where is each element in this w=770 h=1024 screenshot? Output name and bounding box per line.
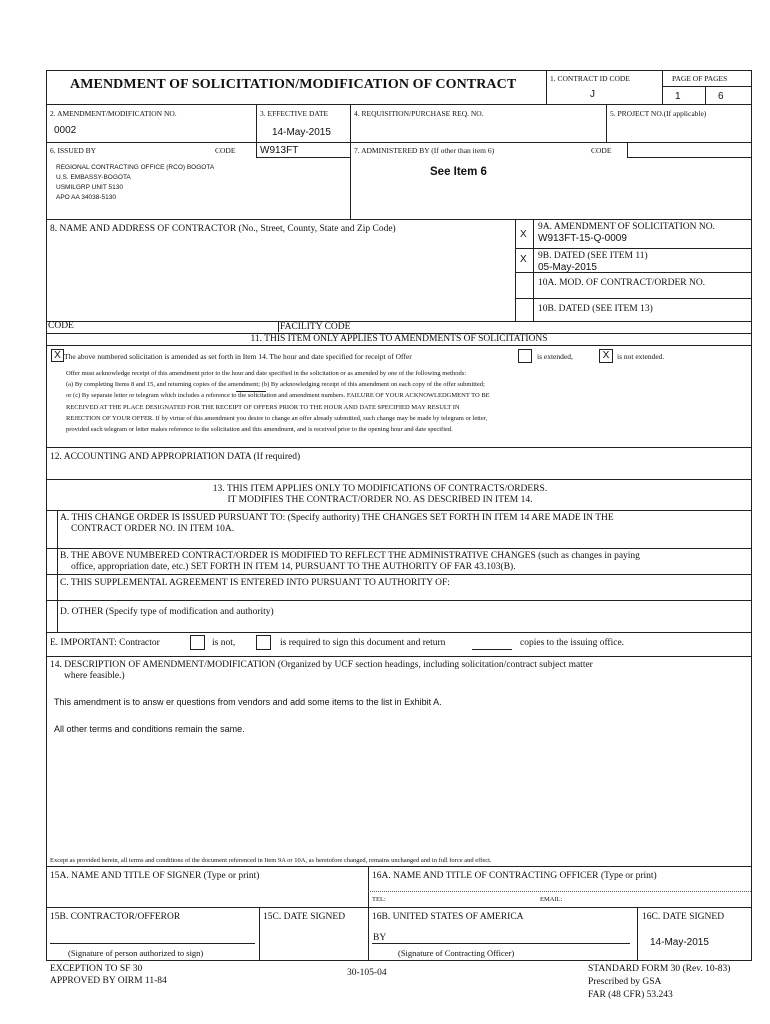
contracting-officer-signature-caption: (Signature of Contracting Officer) [398,948,515,958]
instruction-line: (a) By completing Items 8 and 15, and returning copies of the amendment; (b) By acknowledging receipt of this amendment on each copy of the offer submitted; [66,381,485,389]
item13-d[interactable]: D. OTHER (Specify type of modification and authority) [60,607,274,617]
item16c-value[interactable]: 14-May-2015 [650,937,709,948]
divider [46,907,752,908]
item15b-label: 15B. CONTRACTOR/OFFEROR [50,912,181,922]
form-title: AMENDMENT OF SOLICITATION/MODIFICATION OF CONTRACT [70,77,517,92]
instruction-line: RECEIVED AT THE PLACE DESIGNATED FOR THE RECEIPT OF OFFERS PRIOR TO THE HOUR AND DATE SPECIFIED MAY RESULT IN [66,403,460,411]
is-not-label: is not, [212,638,236,648]
item9b-x-mark: X [520,254,527,265]
contracting-officer-signature-line[interactable] [372,943,630,944]
footer-standard-form: STANDARD FORM 30 (Rev. 10-83) [588,964,731,974]
issued-by-code-label: CODE [215,146,236,155]
item11-line1: The above numbered solicitation is amended as set forth in Item 14. The hour and date specified for receipt of Offer [64,352,412,361]
administered-by-label: 7. ADMINISTERED BY (If other than item 6) [354,146,495,155]
item14-body-line2: All other terms and conditions remain the same. [54,724,245,734]
item9b-label: 9B. DATED (SEE ITEM 11) [538,251,648,261]
divider [278,321,279,332]
footer-exception: EXCEPTION TO SF 30 [50,964,143,974]
address-line: APO AA 34038-5130 [56,194,116,201]
important-label: E. IMPORTANT: Contractor [50,638,160,648]
item16c-label: 16C. DATE SIGNED [642,912,725,922]
requisition-label: 4. REQUISITION/PURCHASE REQ. NO. [354,109,484,118]
item13-b-line2: office, appropriation date, etc.) SET FORTH IN ITEM 14, PURSUANT TO THE AUTHORITY OF FAR 43.103(B). [71,562,516,572]
contract-id-code-label: 1. CONTRACT ID CODE [550,74,630,83]
contractor-signature-line[interactable] [50,943,255,944]
administered-by-value: See Item 6 [430,166,487,178]
item12-label: 12. ACCOUNTING AND APPROPRIATION DATA (If required) [50,452,301,462]
divider [368,891,751,892]
divider [606,104,607,142]
instruction-line: or (c) By separate letter or telegram which includes a reference to the solicitation and amendment numbers. FAILURE OF YOUR ACKNOWLEDGMENT TO BE [66,392,490,400]
item13-b[interactable] [60,551,640,573]
divider [46,345,752,346]
divider [350,142,351,219]
divider [46,142,752,143]
divider [256,142,257,157]
item10b-label: 10B. DATED (SEE ITEM 13) [538,304,653,314]
divider [46,479,752,480]
divider [46,866,752,867]
item15c-label: 15C. DATE SIGNED [263,912,346,922]
item14-body-line1: This amendment is to answ er questions from vendors and add some items to the list in Exhibit A. [54,697,442,707]
divider [662,70,663,104]
divider [546,70,547,104]
divider [259,907,260,961]
footer-prescribed: Prescribed by GSA [588,977,662,987]
divider [705,86,706,104]
is-extended-checkbox[interactable] [518,349,532,363]
contractor-code-label: CODE [48,321,74,331]
copies-blank[interactable] [236,391,266,392]
item14-label [50,660,593,682]
header-bottom-border [46,104,752,105]
issued-by-address [56,163,214,203]
item13-heading [0,484,760,506]
item14-label-line1: 14. DESCRIPTION OF AMENDMENT/MODIFICATION (Organized by UCF section headings, including solicitation/contract subject matter [50,660,593,670]
divider [46,321,752,322]
is-required-label: is required to sign this document and return [280,638,446,648]
divider [637,907,638,961]
divider [515,298,751,299]
administered-code-label: CODE [591,146,612,155]
contractor-is-not-checkbox[interactable] [190,635,205,650]
item9b-value[interactable]: 05-May-2015 [538,262,597,273]
divider [46,600,752,601]
footer-approved: APPROVED BY OIRM 11-84 [50,976,167,986]
divider [46,548,752,549]
address-line: U.S. EMBASSY-BOGOTA [56,174,131,181]
item14-label-line2: where feasible.) [64,671,125,681]
divider [46,447,752,448]
form-right-border [751,70,752,961]
page-count: 6 [718,91,724,102]
divider [627,157,751,158]
item9a-value[interactable]: W913FT-15-Q-0009 [538,233,627,244]
item16b-label: 16B. UNITED STATES OF AMERICA [372,912,524,922]
divider [46,574,752,575]
is-not-extended-checkbox[interactable]: X [599,349,613,363]
item11-heading: 11. THIS ITEM ONLY APPLIES TO AMENDMENTS OF SOLICITATIONS [250,334,548,344]
divider [533,219,534,321]
amendment-no-label: 2. AMENDMENT/MODIFICATION NO. [50,109,177,118]
item9a-x-mark: X [520,229,527,240]
item10a-label: 10A. MOD. OF CONTRACT/ORDER NO. [538,278,706,288]
item15a-label: 15A. NAME AND TITLE OF SIGNER (Type or print) [50,871,260,881]
item13-c[interactable]: C. THIS SUPPLEMENTAL AGREEMENT IS ENTERED INTO PURSUANT TO AUTHORITY OF: [60,578,450,588]
divider [57,510,58,633]
item13-a-line2: CONTRACT ORDER NO. IN ITEM 10A. [71,524,235,534]
divider [46,632,752,633]
footer-far: FAR (48 CFR) 53.243 [588,990,673,1000]
contract-id-code-value: J [590,89,595,100]
address-line: REGIONAL CONTRACTING OFFICE (RCO) BOGOTA [56,164,215,171]
instruction-line: Offer must acknowledge receipt of this amendment prior to the hour and date specified in the solicitation or as amended by one of the following methods: [66,370,467,377]
tel-label: TEL: [372,896,386,903]
divider [350,104,351,142]
item14-footer: Except as provided herein, all terms and conditions of the document referenced in Item 9A or 10A, as heretofore changed, remains unchanged and in full force and effect. [50,857,492,864]
effective-date-label: 3. EFFECTIVE DATE [260,109,329,118]
form-left-border [46,70,47,961]
project-no-label: 5. PROJECT NO.(If applicable) [610,109,707,118]
instruction-line: REJECTION OF YOUR OFFER. If by virtue of this amendment you desire to change an offer already submitted, such change may be made by telegram or letter, [66,414,488,422]
divider [662,86,751,87]
divider [515,219,516,321]
item16a-label: 16A. NAME AND TITLE OF CONTRACTING OFFICER (Type or print) [372,871,657,881]
form-top-border [46,70,752,71]
copies-label: copies to the issuing office. [520,638,625,648]
contractor-is-required-checkbox[interactable] [256,635,271,650]
address-line: USMILGRP UNIT 5130 [56,184,123,191]
copies-count-blank[interactable] [472,649,512,650]
contractor-label: 8. NAME AND ADDRESS OF CONTRACTOR (No., Street, County, State and Zip Code) [50,224,396,234]
divider [627,142,628,157]
item13-b-line1: B. THE ABOVE NUMBERED CONTRACT/ORDER IS MODIFIED TO REFLECT THE ADMINISTRATIVE CHANGES (such as changes in paying [60,551,640,561]
instruction-line: provided each telegram or letter makes reference to the solicitation and this amendment, and is received prior to the opening hour and date specified. [66,426,453,434]
item13-heading-line2: IT MODIFIES THE CONTRACT/ORDER NO. AS DESCRIBED IN ITEM 14. [227,495,533,505]
email-label: EMAIL: [540,896,563,903]
item13-a-line1: A. THIS CHANGE ORDER IS ISSUED PURSUANT TO: (Specify authority) THE CHANGES SET FORTH IN ITEM 14 ARE MADE IN THE [60,513,614,523]
item9a-label: 9A. AMENDMENT OF SOLICITATION NO. [538,222,715,232]
facility-code-label: FACILITY CODE [280,322,351,332]
divider [46,510,752,511]
divider [256,157,351,158]
effective-date-value[interactable]: 14-May-2015 [272,127,331,138]
form-bottom-border [46,960,752,961]
divider [515,248,751,249]
by-label: BY [373,933,387,943]
amendment-no-value[interactable]: 0002 [54,125,77,136]
page-number: 1 [675,91,681,102]
item11-instructions [66,368,490,435]
contractor-signature-caption: (Signature of person authorized to sign) [68,948,204,958]
divider [46,656,752,657]
divider [368,866,369,961]
item11-amended-checkbox[interactable]: X [51,349,64,362]
is-extended-label: is extended, [537,352,573,361]
item13-heading-line1: 13. THIS ITEM APPLIES ONLY TO MODIFICATIONS OF CONTRACTS/ORDERS. [212,484,548,494]
is-not-extended-label: is not extended. [617,352,665,361]
divider [46,219,752,220]
footer-number: 30-105-04 [347,968,387,978]
divider [256,104,257,142]
issued-by-label: 6. ISSUED BY [50,146,97,155]
item13-a[interactable] [60,513,614,535]
issued-by-code-value[interactable]: W913FT [260,145,299,156]
page-of-pages-label: PAGE OF PAGES [672,74,728,83]
